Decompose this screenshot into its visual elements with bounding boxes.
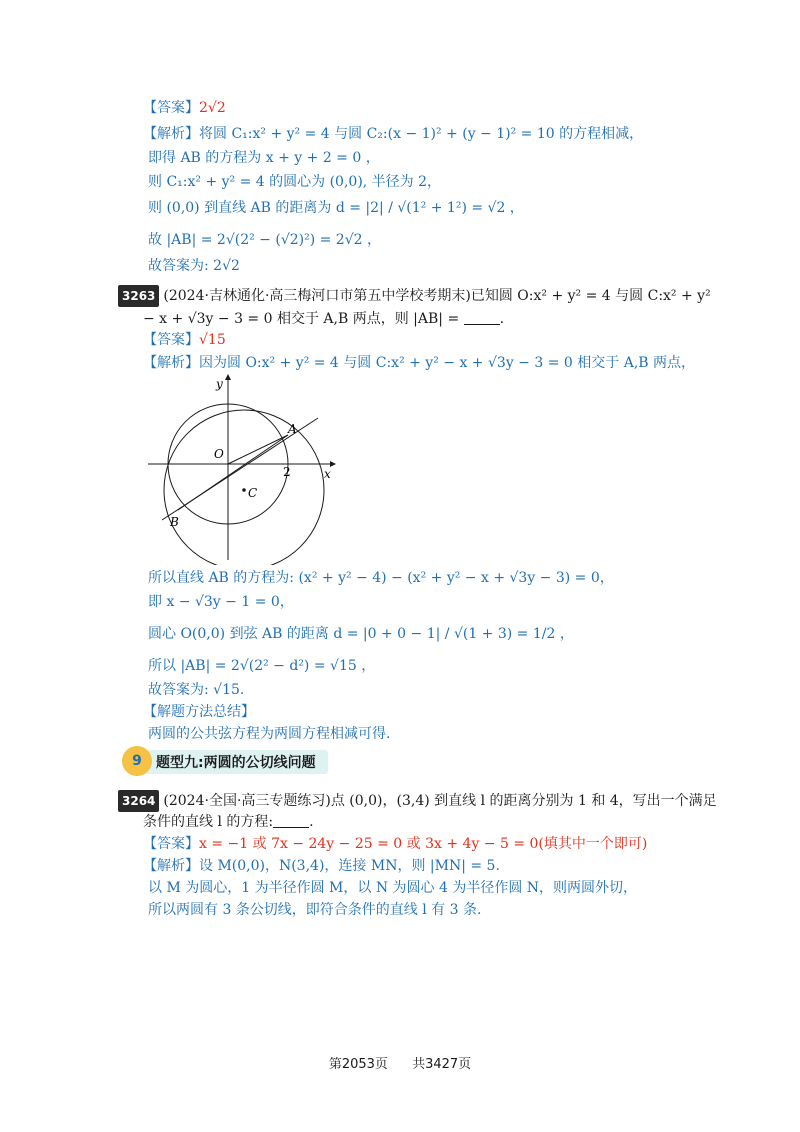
answer-3263 [143,330,226,350]
answer-label: 【答案】 [143,836,199,852]
question-3264-line-1 [118,790,717,812]
section-title: 题型九:两圆的公切线问题 [156,755,316,771]
label-a: A [288,422,297,436]
answer-value: √15 [199,332,226,348]
label-o: O [214,447,224,461]
answer-label: 【答案】 [143,100,199,116]
analysis-text: 因为圆 O:x² + y² = 4 与圆 C:x² + y² − x + √3y − 3 = 0 相交于 A,B 两点， [199,355,696,371]
segment-ba [178,435,288,510]
point-c [242,488,246,492]
analysis-3262-line-1: 即得 AB 的方程为 x + y + 2 = 0 ， [148,150,380,166]
analysis-label: 【解析】 [143,126,199,142]
summary-label [143,702,255,722]
answer-label: 【答案】 [143,332,199,348]
question-end: . [309,814,314,830]
circle-c [164,410,324,565]
label-c: C [248,486,258,500]
analysis-3262-line-5: 故答案为: 2√2 [148,258,240,274]
label-x: x [324,467,331,481]
summary-label-text: 【解题方法总结】 [143,704,255,720]
question-text: (2024·全国·高三专题练习)点 (0,0)，(3,4) 到直线 l 的距离分别为 1 和 4，写出一个满足 [163,793,717,809]
question-text: 条件的直线 l 的方程: [143,814,274,830]
label-b: B [170,515,179,529]
question-3263-line-2 [143,309,504,329]
analysis-3263-line-4: 故答案为: √15. [148,682,245,698]
answer-value: 2√2 [199,100,226,116]
answer-blank [464,310,500,325]
analysis-3262-line-0 [143,124,643,144]
question-text: (2024·吉林通化·高三梅河口市第五中学校考期末)已知圆 O:x² + y² = 4 与圆 C:x² + y² [163,288,711,304]
analysis-text: 将圆 C₁:x² + y² = 4 与圆 C₂:(x − 1)² + (y − 1)² = 10 的方程相减， [199,126,644,142]
circles-figure [140,370,340,565]
question-3264-line-2 [143,812,314,832]
analysis-3262-line-3: 则 (0,0) 到直线 AB 的距离为 d = |2| / √(1² + 1²) = √2 ， [148,200,524,216]
question-end: . [499,311,505,327]
summary-text: 两圆的公共弦方程为两圆方程相减可得. [148,726,391,742]
analysis-3263-line-2: 圆心 O(0,0) 到弦 AB 的距离 d = |0 + 0 − 1| / √(1 + 3) = 1/2 ， [148,626,574,642]
analysis-3263-line-1: 即 x − √3y − 1 = 0， [148,594,294,610]
page-total: 共3427页 [412,1057,472,1072]
section-number: 9 [122,746,152,776]
page-footer [0,1053,800,1072]
analysis-3264-first [143,856,500,876]
segment-oa [228,435,288,464]
analysis-3264-line-1: 所以两圆有 3 条公切线，即符合条件的直线 l 有 3 条. [148,902,482,918]
analysis-label: 【解析】 [143,355,199,371]
question-3263-line-1 [118,285,711,307]
answer-3264 [143,834,647,854]
label-two: 2 [283,465,291,479]
question-text: − x + √3y − 3 = 0 相交于 A,B 两点，则 |AB| = [143,311,460,327]
y-axis-arrow [225,374,231,380]
analysis-3263-line-0: 所以直线 AB 的方程为: (x² + y² − 4) − (x² + y² − x + √3y − 3) = 0， [148,570,614,586]
answer-3262 [143,98,226,118]
question-number: 3264 [118,790,159,812]
analysis-3264-line-0: 以 M 为圆心，1 为半径作圆 M，以 N 为圆心 4 为半径作圆 N，则两圆外切， [148,880,638,896]
analysis-3262-line-2: 则 C₁:x² + y² = 4 的圆心为 (0,0), 半径为 2， [148,174,442,190]
analysis-label: 【解析】 [143,858,199,874]
question-number: 3263 [118,285,159,307]
analysis-3263-line-3: 所以 |AB| = 2√(2² − d²) = √15 ， [148,658,376,674]
label-y: y [216,377,223,391]
answer-value: x = −1 或 7x − 24y − 25 = 0 或 3x + 4y − 5 = 0(填其中一个即可) [199,836,648,852]
page-number: 第2053页 [328,1057,388,1072]
analysis-text: 设 M(0,0)，N(3,4)，连接 MN，则 |MN| = 5. [199,858,500,874]
x-axis-arrow [330,461,336,467]
analysis-3262-line-4: 故 |AB| = 2√(2² − (√2)²) = 2√2 ， [148,232,381,248]
answer-blank [273,813,309,828]
